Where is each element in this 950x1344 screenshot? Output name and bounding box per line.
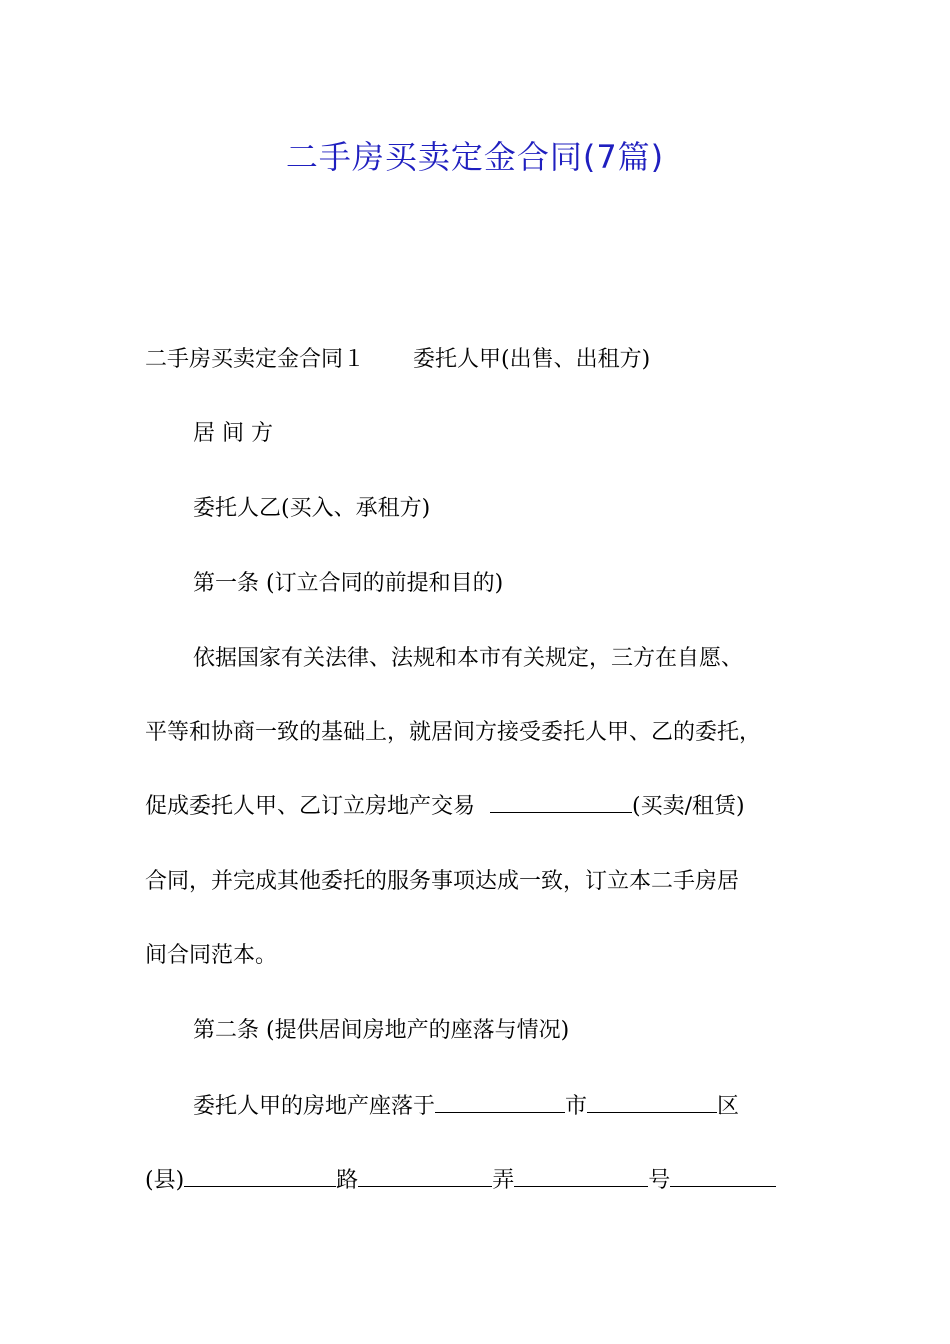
paragraph-line: [145, 792, 745, 822]
paragraph-line: 间合同范本。: [145, 943, 278, 968]
road-label: 路: [336, 1168, 359, 1193]
city-label: 市: [565, 1094, 588, 1119]
party-b-label: 委托人乙(买入、承租方): [193, 496, 431, 521]
district-blank: [587, 1092, 717, 1113]
number-label: 号: [648, 1168, 671, 1193]
paragraph-text: 促成委托人甲、乙订立房地产交易: [145, 794, 476, 819]
city-blank: [435, 1092, 565, 1113]
contract-heading-line: [145, 345, 650, 375]
lane-blank: [514, 1166, 648, 1187]
paragraph-text: (买卖/租赁): [632, 794, 745, 819]
county-blank: [184, 1166, 336, 1187]
paragraph-line: 合同，并完成其他委托的服务事项达成一致，订立本二手房居: [145, 869, 740, 894]
document-title: 二手房买卖定金合同(7篇): [285, 138, 665, 176]
lane-label: 弄: [492, 1168, 515, 1193]
paragraph-text: 委托人甲的房地产座落于: [193, 1094, 436, 1119]
contract-number-label: 二手房买卖定金合同１: [145, 347, 366, 372]
party-a-label: 委托人甲(出售、出租方): [413, 347, 651, 372]
address-line: [193, 1092, 739, 1122]
intermediary-label: 居 间 方: [193, 421, 273, 446]
county-label: (县): [145, 1168, 185, 1193]
district-label: 区: [717, 1094, 740, 1119]
number-blank: [670, 1166, 776, 1187]
article-one-heading: 第一条 (订立合同的前提和目的): [193, 571, 504, 596]
article-two-heading: 第二条 (提供居间房地产的座落与情况): [193, 1018, 570, 1043]
fill-blank: [490, 792, 632, 813]
paragraph-line: 依据国家有关法律、法规和本市有关规定，三方在自愿、: [193, 646, 744, 671]
road-blank: [358, 1166, 492, 1187]
address-line: [145, 1166, 776, 1196]
paragraph-line: 平等和协商一致的基础上，就居间方接受委托人甲、乙的委托，: [145, 720, 762, 745]
